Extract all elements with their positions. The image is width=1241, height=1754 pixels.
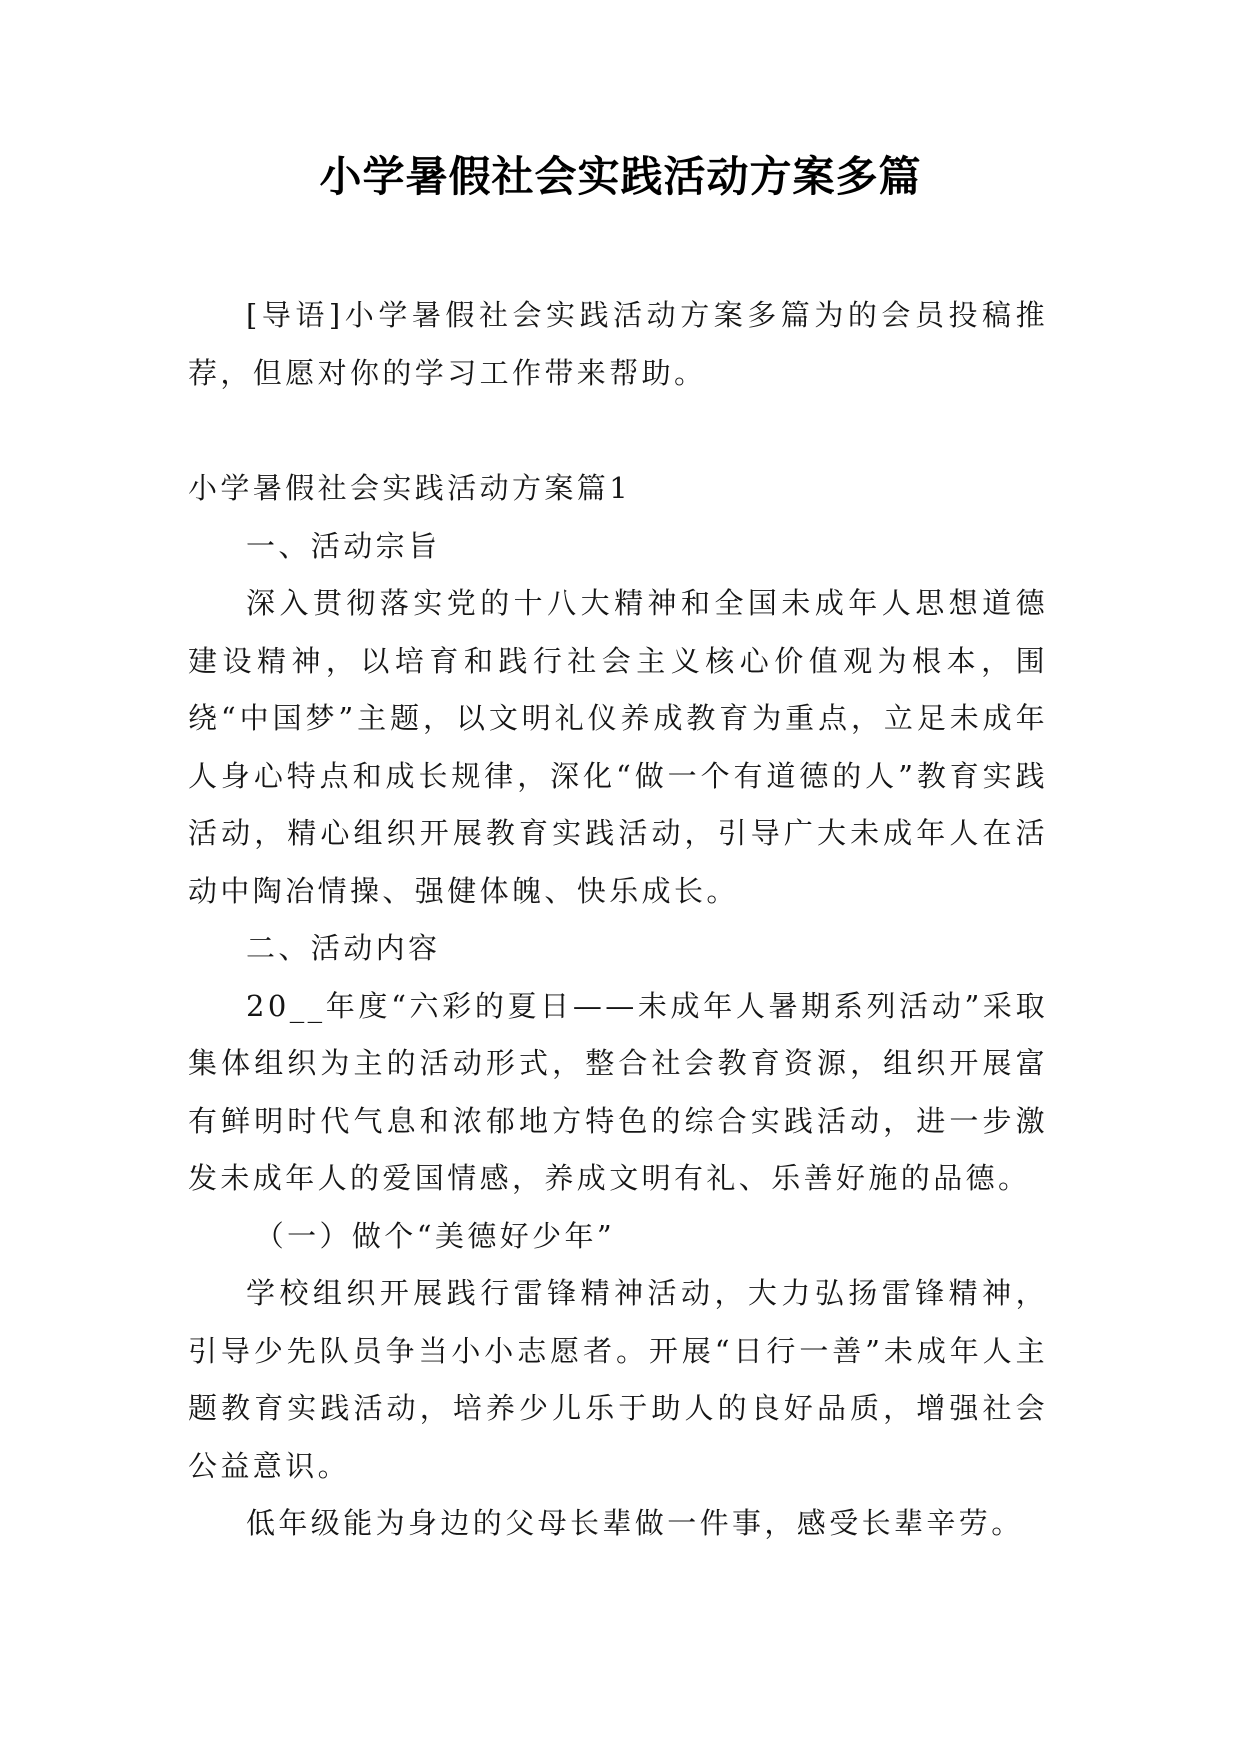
section-title: 小学暑假社会实践活动方案篇1 [188, 471, 632, 505]
document-title: 小学暑假社会实践活动方案多篇 [319, 152, 922, 201]
intro-paragraph: [导语]小学暑假社会实践活动方案多篇为的会员投稿推荐，但愿对你的学习工作带来帮助。 [188, 298, 1048, 390]
paragraph-lei-feng: 学校组织开展践行雷锋精神活动，大力弘扬雷锋精神，引导少先队员争当小小志愿者。开展“日行一善”未成年人主题教育实践活动，培养少儿乐于助人的良好品质，增强社会公益意识。 [188, 1276, 1048, 1483]
document-body [188, 287, 1048, 1553]
paragraph-content: 20__年度“六彩的夏日——未成年人暑期系列活动”采取集体组织为主的活动形式，整合社会教育资源，组织开展富有鲜明时代气息和浓郁地方特色的综合实践活动，进一步激发未成年人的爱国情感，养成文明有礼、乐善好施的品德。 [188, 988, 1048, 1195]
heading-content: 二、活动内容 [246, 931, 441, 965]
heading-purpose: 一、活动宗旨 [246, 528, 441, 563]
paragraph-lower-grade: 低年级能为身边的父母长辈做一件事，感受长辈辛劳。 [246, 1506, 1024, 1540]
paragraph-purpose: 深入贯彻落实党的十八大精神和全国未成年人思想道德建设精神，以培育和践行社会主义核心价值观为根本，围绕“中国梦”主题，以文明礼仪养成教育为重点，立足未成年人身心特点和成长规律，深化“做一个有道德的人”教育实践活动，精心组织开展教育实践活动，引导广大未成年人在活动中陶冶情操、强健体魄、快乐成长。 [188, 586, 1048, 908]
subheading-virtue: （一）做个“美德好少年” [254, 1218, 616, 1253]
